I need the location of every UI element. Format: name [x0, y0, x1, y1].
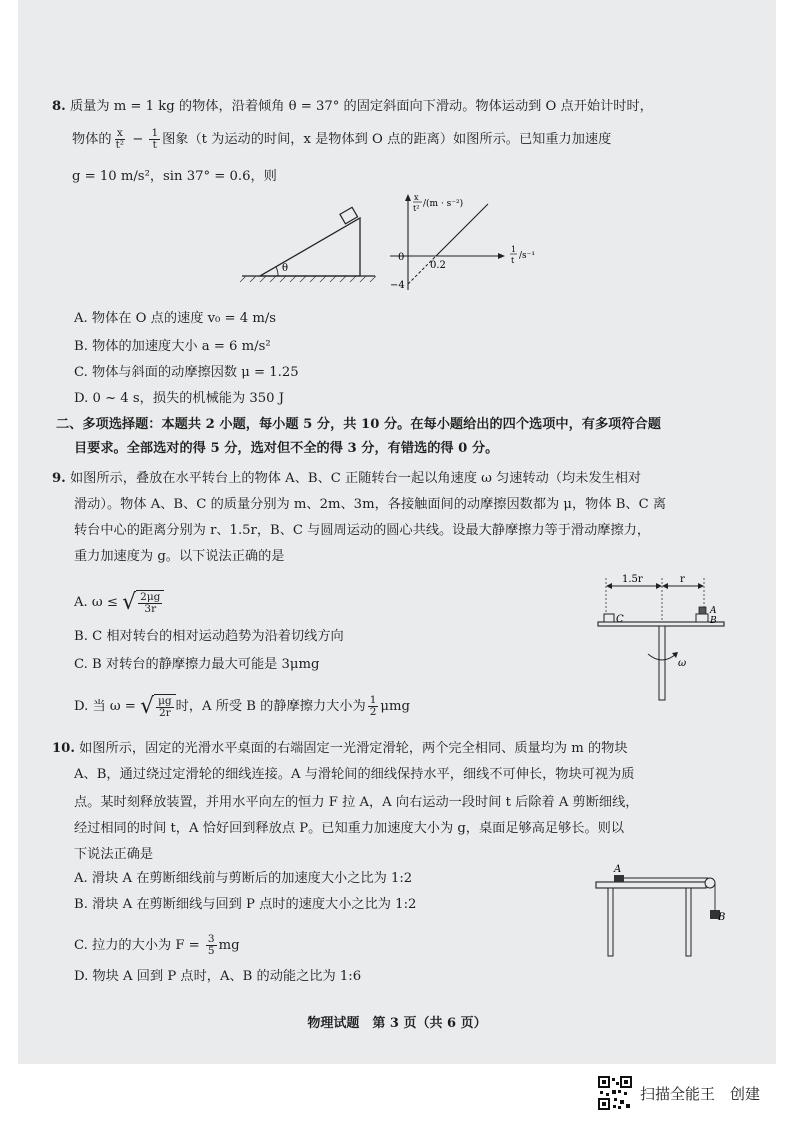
q9-option-a — [74, 590, 164, 615]
frac-num: μg — [158, 695, 172, 707]
block-a — [614, 875, 624, 882]
label-a: A — [710, 606, 717, 616]
label-a: A — [614, 864, 622, 875]
q10-option-d: D. 物块 A 回到 P 点时，A、B 的动能之比为 1:6 — [74, 969, 362, 984]
q8-figure — [230, 190, 560, 300]
page-footer: 物理试题 第 3 页（共 6 页） — [307, 1016, 487, 1031]
q10-line1 — [52, 740, 628, 758]
one-over-t-fraction — [149, 128, 160, 151]
q9-option-b: B. C 相对转台的相对运动趋势为沿着切线方向 — [74, 629, 344, 644]
q10-text-1: 如图所示，固定的光滑水平桌面的右端固定一光滑定滑轮，两个完全相同、质量均为 m 的物块 — [79, 741, 628, 756]
q10-line2: A、B，通过绕过定滑轮的细线连接。A 与滑轮间的细线保持水平，细线不可伸长，物块可视为质 — [74, 767, 635, 782]
x-axis-label-num: 1 — [511, 245, 517, 254]
q8-text-2a: 物体的 — [72, 132, 112, 147]
q8-option-d: D. 0 ~ 4 s，损失的机械能为 350 J — [74, 391, 285, 406]
qr-code-icon — [598, 1076, 632, 1110]
sqrt-expression: √ $\frac{2\mu g}{3r}$ — [122, 590, 164, 615]
frac-den: t — [152, 139, 157, 151]
q9-line3: 转台中心的距离分别为 r、1.5r，B、C 与圆周运动的圆心共线。设最大静摩擦力等于滑动摩擦力， — [74, 523, 651, 538]
q8-text-2b: 图象（t 为运动的时间，x 是物体到 O 点的距离）如图所示。已知重力加速度 — [162, 132, 612, 147]
block-a — [699, 607, 706, 614]
scanner-credit: 扫描全能王 创建 — [640, 1084, 761, 1103]
table-leg-right — [686, 888, 691, 956]
q10-option-c-text-a: C. 拉力的大小为 F = — [74, 938, 204, 953]
omega-label: ω — [678, 658, 687, 669]
q9-option-d-text-c: μmg — [380, 699, 410, 714]
q10-line3: 点。某时刻释放装置，并用水平向左的恒力 F 拉 A，A 向右运动一段时间 t 后除着 A 剪断细线， — [74, 795, 639, 810]
q10-line5: 下说法正确是 — [74, 847, 154, 862]
x-over-t2-fraction — [114, 128, 126, 151]
label-b: B — [710, 616, 717, 626]
frac-den: 2r — [159, 707, 171, 719]
q8-line3: g = 10 m/s²，sin 37° = 0.6，则 — [72, 169, 277, 184]
y-tick-label: −4 — [390, 280, 405, 291]
frac-den: 2 — [369, 706, 377, 718]
incline-diagram — [240, 207, 376, 282]
turntable-shaft — [659, 626, 665, 700]
xt-graph — [390, 193, 535, 291]
q10-number: 10. — [52, 741, 75, 756]
distance-1.5r-label: 1.5r — [622, 574, 643, 585]
q10-option-b: B. 滑块 A 在剪断细线与回到 P 点时的速度大小之比为 1:2 — [74, 897, 417, 912]
x-axis-label-den: t — [511, 256, 515, 265]
q9-option-d-text-a: D. 当 ω = — [74, 699, 141, 714]
frac-den: t² — [115, 139, 124, 151]
minus-sign: − — [128, 132, 148, 147]
q9-line1 — [52, 470, 641, 488]
sqrt-expression: √ $\frac{\mu g}{2r}$ — [140, 694, 176, 719]
frac-num: x — [116, 127, 123, 139]
q9-option-c: C. B 对转台的静摩擦力最大可能是 3μmg — [74, 657, 320, 672]
distance-r-label: r — [680, 574, 685, 585]
q8-line1 — [52, 98, 653, 116]
half-fraction — [368, 695, 379, 718]
origin-label: 0 — [398, 252, 405, 263]
q8-option-a: A. 物体在 O 点的速度 v₀ = 4 m/s — [74, 311, 277, 326]
frac-num: 3 — [207, 933, 215, 945]
q8-option-c: C. 物体与斜面的动摩擦因数 μ = 1.25 — [74, 365, 299, 380]
q9-turntable-figure — [592, 570, 732, 705]
three-fifths-fraction — [206, 934, 217, 957]
q10-table-figure — [590, 862, 730, 962]
sqrt-fraction — [156, 696, 174, 719]
q9-option-a-text: A. ω ≤ — [74, 595, 123, 610]
q9-option-d-text-b: 时，A 所受 B 的静摩擦力大小为 — [175, 699, 366, 714]
label-c: C — [616, 614, 624, 625]
label-b: B — [718, 912, 726, 923]
theta-label: θ — [282, 263, 289, 274]
q10-line4: 经过相同的时间 t，A 恰好回到释放点 P。已知重力加速度大小为 g，桌面足够高足够长。则以 — [74, 821, 625, 836]
q9-text-1: 如图所示，叠放在水平转台上的物体 A、B、C 正随转台一起以角速度 ω 匀速转动（均未发生相对 — [69, 471, 642, 486]
q8-text-1: 质量为 m = 1 kg 的物体，沿着倾角 θ = 37° 的固定斜面向下滑动。物体运动到 O 点开始计时时， — [69, 99, 653, 114]
x-axis-unit: /s⁻¹ — [519, 251, 536, 261]
table-top — [596, 882, 706, 888]
sqrt-fraction — [138, 592, 162, 615]
q9-line4: 重力加速度为 g。以下说法正确的是 — [74, 549, 285, 564]
scanner-watermark — [598, 1076, 760, 1110]
q10-option-a: A. 滑块 A 在剪断细线前与剪断后的加速度大小之比为 1:2 — [74, 871, 413, 886]
y-axis-unit: /(m · s⁻²) — [423, 199, 464, 209]
block-b — [696, 614, 708, 622]
section2-line1: 二、多项选择题：本题共 2 小题，每小题 5 分，共 10 分。在每小题给出的四个选项中，有多项符合题 — [56, 417, 661, 432]
frac-num: 1 — [369, 694, 377, 706]
frac-den: 3r — [144, 603, 157, 615]
q8-line2 — [72, 128, 611, 151]
frac-den: 5 — [207, 945, 215, 957]
pulley — [705, 878, 715, 888]
q9-number: 9. — [52, 471, 66, 486]
x-tick-label: 0.2 — [430, 260, 446, 271]
q10-option-c-text-b: mg — [218, 938, 240, 953]
q8-number: 8. — [52, 99, 66, 114]
frac-num: 1 — [151, 127, 159, 139]
table-leg-left — [608, 888, 613, 956]
section2-line2: 目要求。全部选对的得 5 分，选对但不全的得 3 分，有错选的得 0 分。 — [74, 441, 499, 456]
y-axis-label-num: x — [414, 193, 419, 202]
q10-option-c — [74, 934, 240, 957]
block-c — [604, 614, 614, 622]
q8-option-b: B. 物体的加速度大小 a = 6 m/s² — [74, 339, 271, 354]
y-axis-label-den: t² — [413, 204, 420, 213]
q9-line2: 滑动）。物体 A、B、C 的质量分别为 m、2m、3m，各接触面间的动摩擦因数都为 μ，物体 B、C 离 — [74, 497, 667, 512]
frac-num: 2μg — [140, 591, 161, 603]
q9-option-d — [74, 694, 410, 719]
